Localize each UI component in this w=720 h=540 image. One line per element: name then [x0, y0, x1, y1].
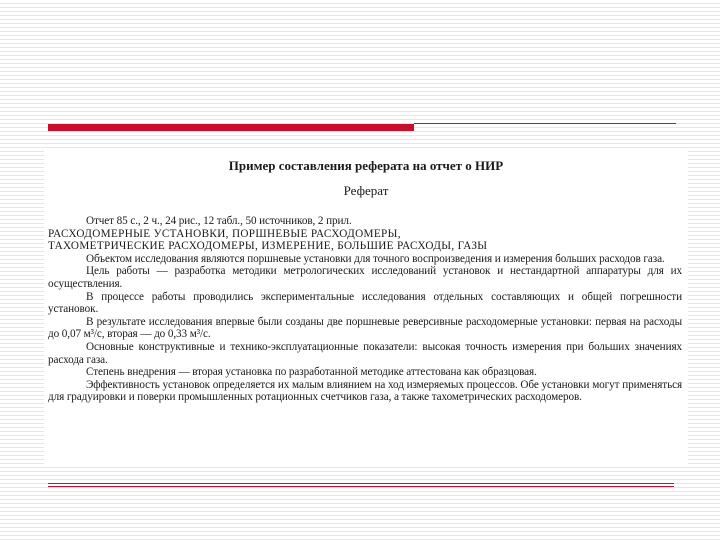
implementation-paragraph: Степень внедрения — вторая установка по разработанной методике аттестована как образцовая.: [86, 366, 537, 379]
goal-paragraph: Цель работы — разработка методики метрологических исследований установок и нестандартной аппаратуры для их осуществления.: [48, 265, 682, 290]
document-title: Пример составления реферата на отчет о НИР: [228, 158, 504, 173]
document-body: [48, 215, 682, 404]
results-paragraph: В результате исследования впервые были созданы две поршневые реверсивные расходомерные установки: первая на расходы до 0,07 м³/с, вторая — до 0,33 м³/с.: [48, 315, 682, 341]
keywords-line-1: РАСХОДОМЕРНЫЕ УСТАНОВКИ, ПОРШНЕВЫЕ РАСХОДОМЕРЫ,: [48, 227, 401, 240]
keywords-line-2: ТАХОМЕТРИЧЕСКИЕ РАСХОДОМЕРЫ, ИЗМЕРЕНИЕ, БОЛЬШИЕ РАСХОДЫ, ГАЗЫ: [48, 240, 488, 253]
object-paragraph: Объектом исследования являются поршневые установки для точного воспроизведения и измерения больших расходов газа.: [86, 252, 665, 265]
footer-rule-top: [48, 483, 674, 484]
process-paragraph: В процессе работы проводились экспериментальные исследования отдельных составляющих и общей погрешности установок.: [48, 290, 682, 316]
efficiency-paragraph: Эффективность установок определяется их малым влиянием на ход измеряемых процессов. Обе установки могут применяться для градуировки и поверки промышленных ротационных счетчиков газа, а также тахометрических расходомеров.: [48, 378, 682, 404]
header-accent-bar: [48, 124, 414, 131]
footer-rule-bottom: [48, 486, 674, 487]
indicators-paragraph: Основные конструктивные и технико-эксплуатационные показатели: высокая точность измерения при больших значениях расхода газа.: [48, 340, 682, 366]
document-image: [44, 150, 688, 464]
document-subtitle: Реферат: [343, 183, 389, 198]
report-stats-paragraph: Отчет 85 с., 2 ч., 24 рис., 12 табл., 50 источников, 2 прил.: [86, 215, 352, 227]
header-accent-line: [414, 123, 676, 124]
